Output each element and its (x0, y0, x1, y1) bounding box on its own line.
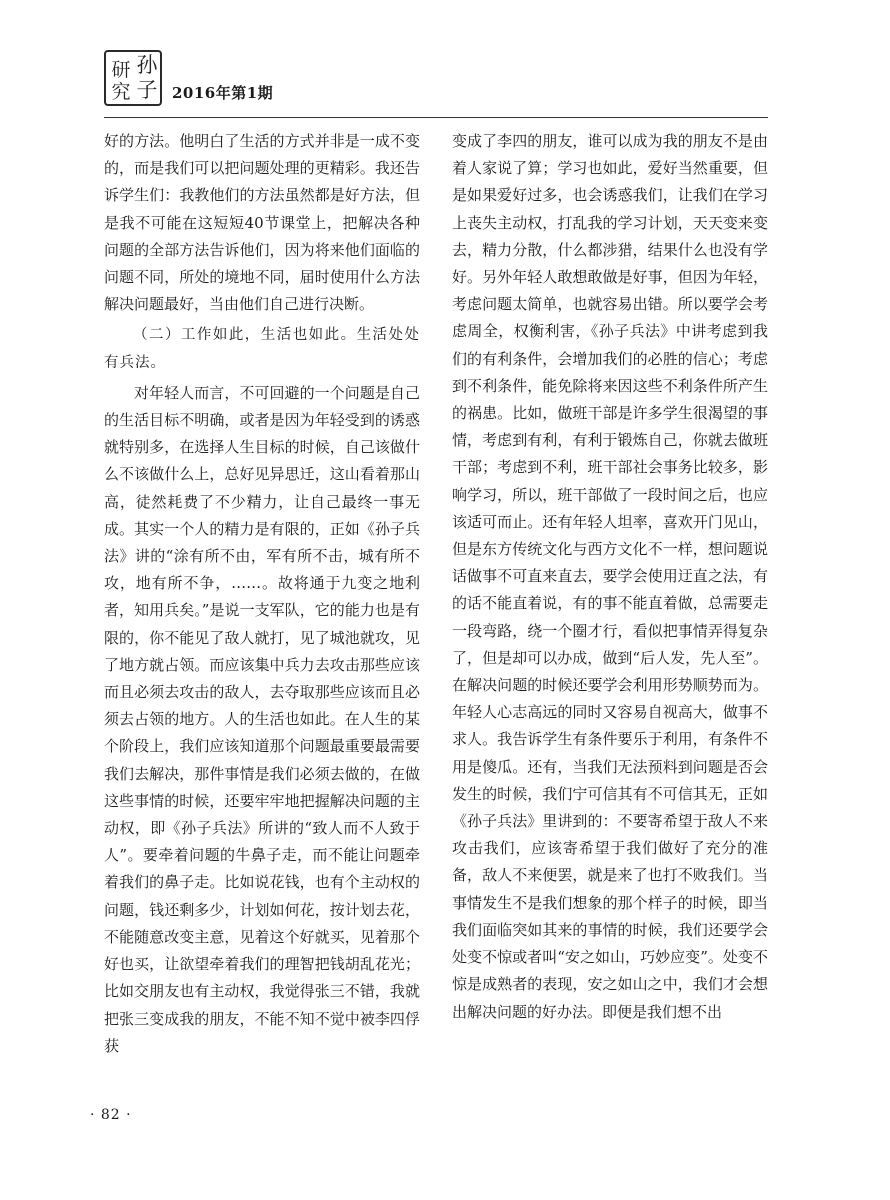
journal-logo (104, 50, 162, 106)
logo-char: 孙 (136, 53, 158, 77)
issue-label: 2016年第1期 (172, 84, 274, 102)
left-column (104, 128, 420, 1060)
page-header (104, 50, 768, 112)
paragraph: 变成了李四的朋友，谁可以成为我的朋友不是由着人家说了算；学习也如此，爱好当然重要，但是如果爱好过多，也会诱惑我们，让我们在学习上丧失主动权，打乱我的学习计划，天天变来变去，精力分散，什么都涉猎，结果什么也没有学好。另外年轻人敢想敢做是好事，但因为年轻，考虑问题太简单，也就容易出错。所以要学会考虑周全，权衡利害，《孙子兵法》中讲考虑到我们的有利条件，会增加我们的必胜的信心；考虑到不利条件，能免除将来因这些不利条件所产生的祸患。比如，做班干部是许多学生很渴望的事情，考虑到有利，有利于锻炼自己，你就去做班干部；考虑到不利，班干部社会事务比较多，影响学习，所以，班干部做了一段时间之后，也应该适可而止。还有年轻人坦率，喜欢开门见山，但是东方传统文化与西方文化不一样，想问题说话做事不可直来直去，要学会使用迂直之法，有的话不能直着说，有的事不能直着做，总需要走一段弯路，绕一个圈才行，看似把事情弄得复杂了，但是却可以办成，做到“后人发，先人至”。在解决问题的时候还要学会利用形势顺势而为。年轻人心志高远的同时又容易自视高大，做事不求人。我告诉学生有条件要乐于利用，有条件不用是傻瓜。还有，当我们无法预料到问题是否会发生的时候，我们宁可信其有不可信其无，正如《孙子兵法》里讲到的：不要寄希望于敌人不来攻击我们，应该寄希望于我们做好了充分的准备，敌人不来便罢，就是来了也打不败我们。当事情发生不是我们想象的那个样子的时候，即当我们面临突如其来的事情的时候，我们还要学会处变不惊或者叫“安之如山，巧妙应变”。处变不惊是成熟者的表现，安之如山之中，我们才会想出解决问题的好办法。即便是我们想不出 (452, 132, 768, 1021)
paragraph: 对年轻人而言，不可回避的一个问题是自己的生活目标不明确，或者是因为年轻受到的诱惑就特别多，在选择人生目标的时候，自己该做什么不该做什么上，总好见异思迁，这山看着那山高，徒然耗费了不少精力，让自己最终一事无成。其实一个人的精力是有限的，正如《孙子兵法》讲的“涂有所不由，军有所不击，城有所不攻，地有所不争，……。故将通于九变之地利者，知用兵矣。”是说一支军队，它的能力也是有限的，你不能见了敌人就打，见了城池就攻，见了地方就占领。而应该集中兵力去攻击那些应该而且必须去攻击的敌人，去夺取那些应该而且必须去占领的地方。人的生活也如此。在人生的某个阶段上，我们应该知道那个问题最重要最需要我们去解决，那件事情是我们必须去做的，在做这些事情的时候，还要牢牢地把握解决问题的主动权，即《孙子兵法》所讲的“致人而不人致于人”。要牵着问题的牛鼻子走，而不能让问题牵着我们的鼻子走。比如说花钱，也有个主动权的问题，钱还剩多少，计划如何花，按计划去花，不能随意改变主意，见着这个好就买，见着那个好也买，让欲望牵着我们的理智把钱胡乱花光；比如交朋友也有主动权，我觉得张三不错，我就把张三变成我的朋友，不能不知不觉中被李四俘获 (104, 383, 420, 1055)
logo-char: 子 (136, 78, 158, 102)
paragraph: 好的方法。他明白了生活的方式并非是一成不变的，而是我们可以把问题处理的更精彩。我还告诉学生们：我教他们的方法虽然都是好方法，但是我不可能在这短短40节课堂上，把解决各种问题的全部方法告诉他们，因为将来他们面临的问题不同，所处的境地不同，届时使用什么方法解决问题最好，当由他们自己进行决断。 (104, 132, 420, 314)
section-subheading: （二）工作如此，生活也如此。生活处处有兵法。 (104, 327, 420, 371)
right-column (452, 128, 768, 1026)
logo-char: 究 (111, 81, 131, 103)
page-number: · 82 · (90, 1107, 132, 1123)
header-divider (104, 117, 768, 118)
logo-char: 研 (111, 59, 131, 81)
